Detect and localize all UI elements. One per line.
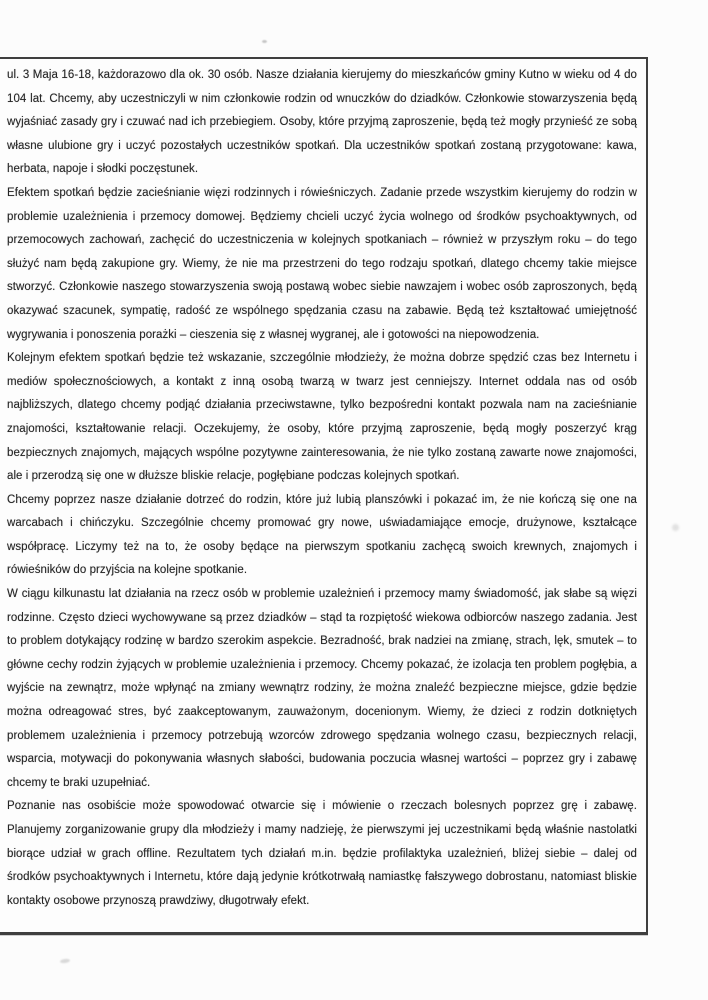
paragraph-meeting-effects: Efektem spotkań będzie zacieśnianie więzi rodzinnych i rówieśniczych. Zadanie przede wszystkim kierujemy do rodzin w problemie uzależnienia i przemocy domowej. Będziemy chcieli uczyć życia wolnego od środków psychoaktywnych, od przemocowych zachowań, zachęcić do uczestniczenia w kolejnych spotkaniach – również w przyszłym roku – do tego służyć nam będą zakupione gry. Wiemy, że nie ma przestrzeni do tego rodzaju spotkań, dlatego chcemy takie miejsce stworzyć. Członkowie naszego stowarzyszenia swoją postawą wobec siebie nawzajem i wobec osób zaproszonych, będą okazywać szacunek, sympatię, radość ze wspólnego spędzania czasu na zabawie. Będą też kształtować umiejętność wygrywania i ponoszenia porażki – cieszenia się z własnej wygranej, ale i gotowości na niepowodzenia.	[7, 186, 637, 341]
scan-smudge	[60, 958, 70, 963]
scan-smudge	[672, 524, 679, 531]
paragraph-board-games-promotion: Chcemy poprzez nasze działanie dotrzeć do rodzin, które już lubią planszówki i pokazać im, że nie kończą się one na warcabach i chińczyku. Szczególnie chcemy promować gry nowe, uświadamiające emocje, drużynowe, kształcące współpracę. Liczymy też na to, że osoby będące na pierwszym spotkaniu zachęcą swoich krewnych, znajomych i rówieśników do przyjścia na kolejne spotkanie.	[7, 493, 637, 577]
paragraph-offline-contact: Kolejnym efektem spotkań będzie też wskazanie, szczególnie młodzieży, że można dobrze spędzić czas bez Internetu i mediów społecznościowych, a kontakt z inną osobą twarzą w twarz jest cenniejszy. Internet oddala nas od osób najbliższych, dlatego chcemy podjąć działania przeciwstawne, tylko bezpośredni kontakt pozwala nam na zacieśnianie znajomości, kształtowanie relacji. Oczekujemy, że osoby, które przyjmą zaproszenie, będą mogły poszerzyć krąg bezpiecznych znajomych, mających wspólne pozytywne zainteresowania, że nie tylko zostaną zawarte nowe znajomości, ale i przerodzą się one w dłuższe bliskie relacje, pogłębiane podczas kolejnych spotkań.	[7, 352, 637, 483]
paragraph-youth-group-plans: Poznanie nas osobiście może spowodować otwarcie się i mówienie o rzeczach bolesnych poprzez grę i zabawę. Planujemy zorganizowanie grupy dla młodzieży i mamy nadzieję, że pierwszymi jej uczestnikami będą właśnie nastolatki biorące udział w grach offline. Rezultatem tych działań m.in. będzie profilaktyka uzależnień, bliżej siebie – dalej od środków psychoaktywnych i Internetu, które dają jedynie krótkotrwałą namiastkę fałszywego dobrostanu, natomiast bliskie kontakty osobowe przynoszą prawdziwy, długotrwały efekt.	[7, 800, 637, 907]
paragraph-family-ties: W ciągu kilkunastu lat działania na rzecz osób w problemie uzależnień i przemocy mamy świadomość, jak słabe są więzi rodzinne. Często dzieci wychowywane są przez dziadków – stąd ta rozpiętość wiekowa odbiorców naszego zadania. Jest to problem dotykający rodzinę w bardzo szerokim aspekcie. Bezradność, brak nadziei na zmianę, strach, lęk, smutek – to główne cechy rodzin żyjących w problemie uzależnienia i przemocy. Chcemy pokazać, że izolacja ten problem pogłębia, a wyjście na zewnątrz, może wpłynąć na zmiany wewnątrz rodziny, że można znaleźć bezpieczne miejsce, gdzie będzie można odreagować stres, być zaakceptowanym, zauważonym, docenionym. Wiemy, że dzieci z rodzin dotkniętych problemem uzależnienia i przemocy potrzebują wzorców zdrowego spędzania wolnego czasu, bezpiecznych relacji, wsparcia, motywacji do pokonywania własnych słabości, budowania poczucia własnej wartości – poprzez gry i zabawę chcemy te braki uzupełniać.	[7, 588, 637, 789]
text-table-cell	[0, 57, 648, 935]
paragraph-venue-participants: ul. 3 Maja 16-18, każdorazowo dla ok. 30 osób. Nasze działania kierujemy do mieszkańców gminy Kutno w wieku od 4 do 104 lat. Chcemy, aby uczestniczyli w nim członkowie rodzin od wnuczków do dziadków. Członkowie stowarzyszenia będą wyjaśniać zasady gry i czuwać nad ich przebiegiem. Osoby, które przyjmą zaproszenie, będą też mogły przynieść ze sobą własne ulubione gry i uczyć pozostałych uczestników spotkań. Dla uczestników spotkań zostaną przygotowane: kawa, herbata, napoje i słodki poczęstunek.	[7, 69, 637, 176]
scan-speck	[262, 40, 267, 43]
